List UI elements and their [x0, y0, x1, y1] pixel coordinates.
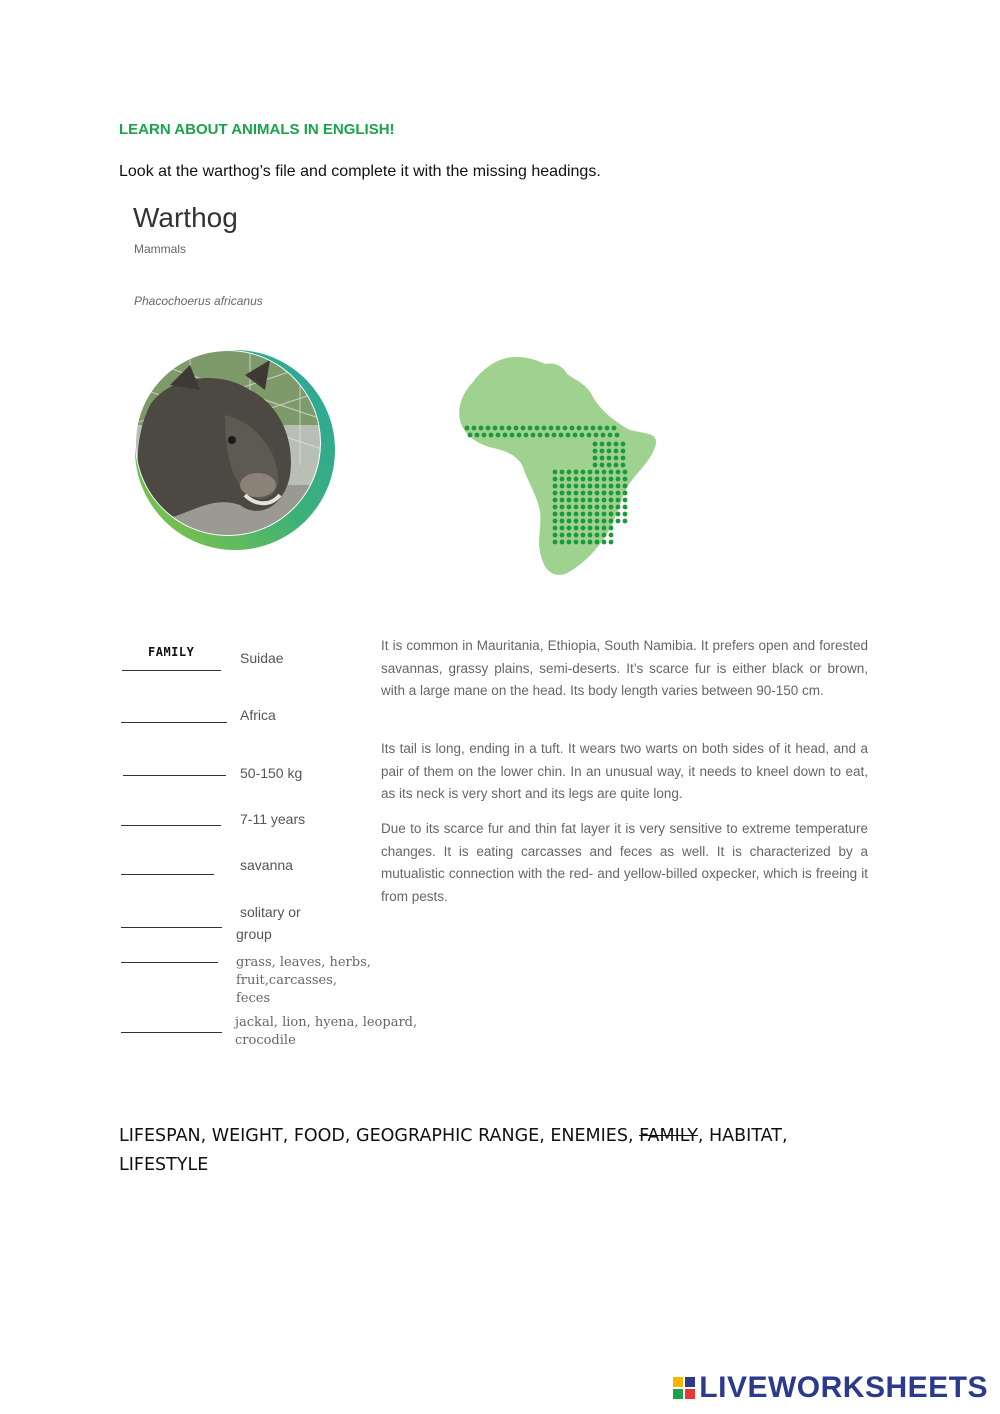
scientific-name: Phacochoerus africanus: [134, 294, 263, 308]
word-bank: [119, 1122, 879, 1180]
fact-value-weight: 50-150 kg: [240, 765, 303, 781]
warthog-photo: [130, 345, 340, 555]
fact-value-food-2: fruit,carcasses,: [236, 973, 338, 988]
liveworksheets-logo: [673, 1371, 988, 1405]
africa-range-map: [455, 352, 665, 580]
fact-value-range: Africa: [240, 707, 276, 723]
worksheet-heading: LEARN ABOUT ANIMALS IN ENGLISH!: [119, 121, 395, 138]
answer-blank-6[interactable]: [121, 927, 222, 928]
answer-blank-5[interactable]: [121, 874, 214, 875]
fact-value-lifestyle-1: solitary or: [240, 904, 301, 920]
description-paragraph-2: Its tail is long, ending in a tuft. It wears two warts on both sides of it head, and a pair of them on the lower chin. In an unusual way, it needs to kneel down to eat, as its neck is very short and its legs are quite long.: [381, 741, 868, 801]
brand-text: LIVEWORKSHEETS: [699, 1371, 988, 1404]
answer-blank-7[interactable]: [121, 962, 218, 963]
fact-value-food-3: feces: [236, 991, 271, 1006]
answer-blank-3[interactable]: [123, 775, 226, 776]
fact-value-enemies-1: jackal, lion, hyena, leopard,: [235, 1015, 418, 1030]
instruction-text: Look at the warthog’s file and complete it with the missing headings.: [119, 163, 601, 180]
answer-family[interactable]: FAMILY: [148, 645, 195, 659]
logo-icon: [673, 1377, 695, 1399]
answer-blank-4[interactable]: [121, 825, 221, 826]
description-paragraph-3: Due to its scarce fur and thin fat layer it is very sensitive to extreme temperature changes. It is eating carcasses and feces as well. It is characterized by a mutualistic connection with the red- and yellow-billed oxpecker, which is freeing it from pests.: [381, 821, 868, 904]
fact-value-lifespan: 7-11 years: [240, 811, 306, 827]
animal-class: Mammals: [134, 242, 187, 256]
fact-value-food-1: grass, leaves, herbs,: [236, 955, 371, 970]
word-bank-words-rest: , HABITAT, LIFESTYLE: [119, 1126, 788, 1175]
fact-value-habitat: savanna: [240, 857, 293, 873]
word-bank-used-word: FAMILY: [639, 1126, 698, 1146]
answer-blank-1[interactable]: [122, 670, 221, 671]
fact-value-enemies-2: crocodile: [235, 1033, 296, 1048]
word-bank-words: LIFESPAN, WEIGHT, FOOD, GEOGRAPHIC RANGE, ENEMIES,: [119, 1126, 640, 1146]
answer-blank-8[interactable]: [121, 1032, 222, 1033]
answer-blank-2[interactable]: [121, 722, 227, 723]
description-paragraph-1: It is common in Mauritania, Ethiopia, South Namibia. It prefers open and forested savannas, grassy plains, semi-deserts. It’s scarce fur is either black or brown, with a large mane on the head. Its body length varies between 90-150 cm.: [381, 638, 868, 698]
fact-value-lifestyle-2: group: [236, 926, 272, 942]
animal-name: Warthog: [133, 202, 238, 233]
fact-value-family: Suidae: [240, 650, 284, 666]
